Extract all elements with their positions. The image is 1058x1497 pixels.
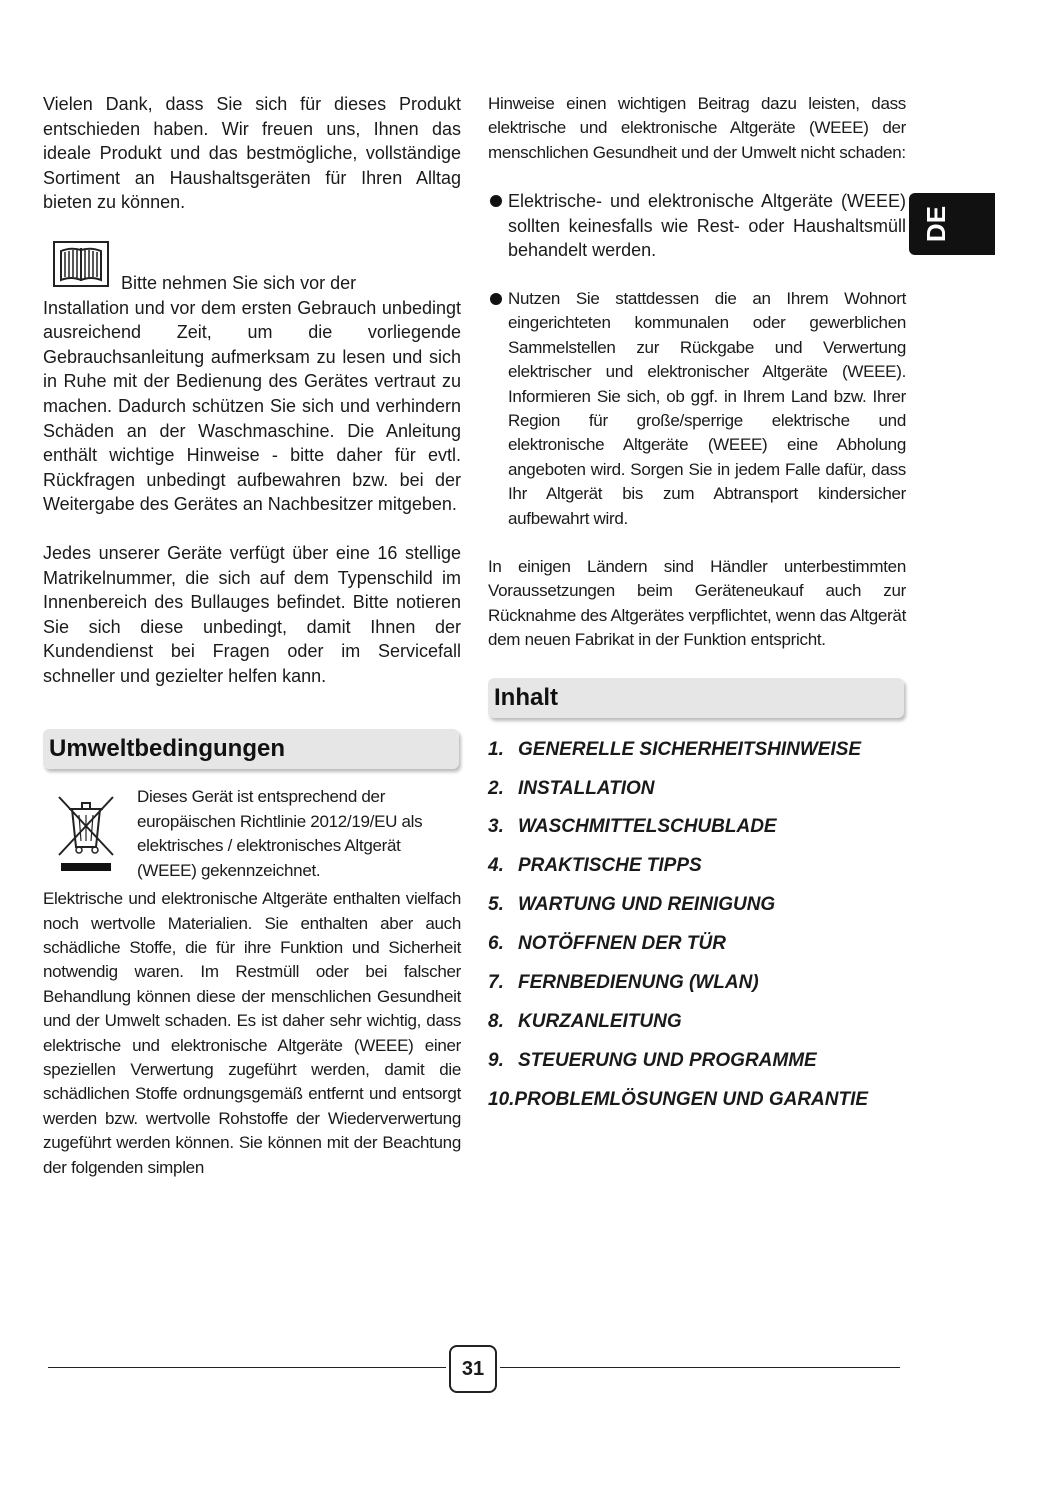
toc-item[interactable]: 7. FERNBEDIENUNG (WLAN) [488, 972, 759, 994]
manual-note-first-line: Bitte nehmen Sie sich vor der [121, 272, 357, 293]
language-tab [909, 193, 995, 255]
intro-paragraph: Vielen Dank, dass Sie sich für dieses Produkt entschieden haben. Wir freuen uns, Ihnen das ideale Produkt und das bestmögliche, vollständige Sortiment an Haushaltsgeräten für Ihren Alltag bieten zu können. [43, 94, 461, 213]
weee-notice [43, 785, 461, 883]
toc-item[interactable]: 9. STEUERUNG UND PROGRAMME [488, 1049, 817, 1071]
open-book-icon [53, 241, 109, 287]
crossed-bin-icon [55, 791, 117, 875]
left-column [43, 92, 461, 1180]
toc-item[interactable]: 4. PRAKTISCHE TIPPS [488, 855, 702, 877]
toc-item[interactable]: 3. WASCHMITTELSCHUBLADE [488, 816, 777, 838]
manual-note-text: Installation und vor dem ersten Gebrauch unbedingt ausreichend Zeit, um die vorliegende Gebrauchsanleitung aufmerksam zu lesen und sich in Ruhe mit der Bedienung des Gerätes vertraut zu machen. Dadurch schützen Sie sich und verhindern Schäden an der Waschmaschine. Die Anleitung enthält wichtige Hinweise - bitte daher für evtl. Rückfragen unbedingt aufbewahren bzw. bei der Weitergabe des Gerätes an Nachbesitzer mitgeben. [43, 297, 461, 515]
manual-note [43, 241, 461, 517]
toc-item[interactable]: 8. KURZANLEITUNG [488, 1010, 682, 1032]
continuation-paragraph: Hinweise einen wichtigen Beitrag dazu leisten, dass elektrische und elektronische Altgeräte (WEEE) der menschlichen Gesundheit und der Umwelt nicht schaden: [488, 94, 906, 162]
weee-body-text: Elektrische und elektronische Altgeräte enthalten vielfach noch wertvolle Materialien. Sie enthalten aber auch schädliche Stoffe, die für ihre Funktion und Sicherheit notwendig waren. Im Restmüll oder bei falscher Behandlung können diese der menschlichen Gesundheit und der Umwelt schaden. Es ist daher sehr wichtig, dass elektrische und elektronische Altgeräte (WEEE) einer speziellen Verwertung zugeführt werden, damit die schädlichen Stoffe ordnungsgemäß entfernt und entsorgt werden bzw. wertvolle Rohstoffe der Wiederverwertung zugeführt werden können. Sie können mit der Beachtung der folgenden simplen [43, 889, 461, 1177]
bullet-item [488, 287, 906, 531]
bullet-dot [490, 195, 502, 207]
toc-item[interactable]: 2. INSTALLATION [488, 777, 655, 799]
bullet-dot [490, 293, 502, 305]
toc-item[interactable]: 1. GENERELLE SICHERHEITSHINWEISE [488, 738, 862, 760]
page-number: 31 [449, 1345, 497, 1393]
bullet-text: Nutzen Sie stattdessen die an Ihrem Wohnort eingerichteten kommunalen oder gewerblichen Sammelstellen zur Rückgabe und Verwertung elektrischer und elektronischer Altgeräte (WEEE). Informieren Sie sich, ob ggf. in Ihrem Land bzw. Ihrer Region für große/sperrige elektrische und elektronische Altgeräte (WEEE) eine Abholung angeboten wird. Sorgen Sie in jedem Falle dafür, dass Ihr Altgerät bis zum Abtransport kindersicher aufbewahrt wird. [508, 289, 906, 528]
language-tab-label: DE [920, 205, 951, 243]
toc-item[interactable]: 5. WARTUNG UND REINIGUNG [488, 894, 776, 916]
serial-number-paragraph: Jedes unserer Geräte verfügt über eine 16 stellige Matrikelnummer, die sich auf dem Typenschild im Innenbereich des Bullauges befindet. Bitte notieren Sie sich diese unbedingt, damit Ihnen der Kundendienst bei Fragen oder im Servicefall schneller und gezielter helfen kann. [43, 542, 461, 686]
table-of-contents [488, 738, 906, 1127]
dealer-paragraph: In einigen Ländern sind Händler unterbestimmten Voraussetzungen beim Geräteneukauf auch zur Rücknahme des Altgerätes verpflichtet, wenn das Altgerät dem neuen Fabrikat in der Funktion entspricht. [488, 557, 906, 650]
environment-heading: Umweltbedingungen [43, 729, 459, 769]
right-column [488, 92, 906, 1127]
toc-item[interactable]: 10.PROBLEMLÖSUNGEN UND GARANTIE [488, 1088, 869, 1110]
toc-heading: Inhalt [488, 678, 904, 718]
footer-rule-right [500, 1367, 900, 1368]
toc-item[interactable]: 6. NOTÖFFNEN DER TÜR [488, 933, 726, 955]
bullet-item [488, 189, 906, 263]
footer-rule-left [48, 1367, 446, 1368]
weee-label-text: Dieses Gerät ist entsprechend der europäischen Richtlinie 2012/19/EU als elektrisches / elektronisches Altgerät (WEEE) gekennzeichnet. [137, 787, 423, 880]
bullet-text: Elektrische- und elektronische Altgeräte (WEEE) sollten keinesfalls wie Rest- oder Haushaltsmüll behandelt werden. [508, 191, 906, 261]
